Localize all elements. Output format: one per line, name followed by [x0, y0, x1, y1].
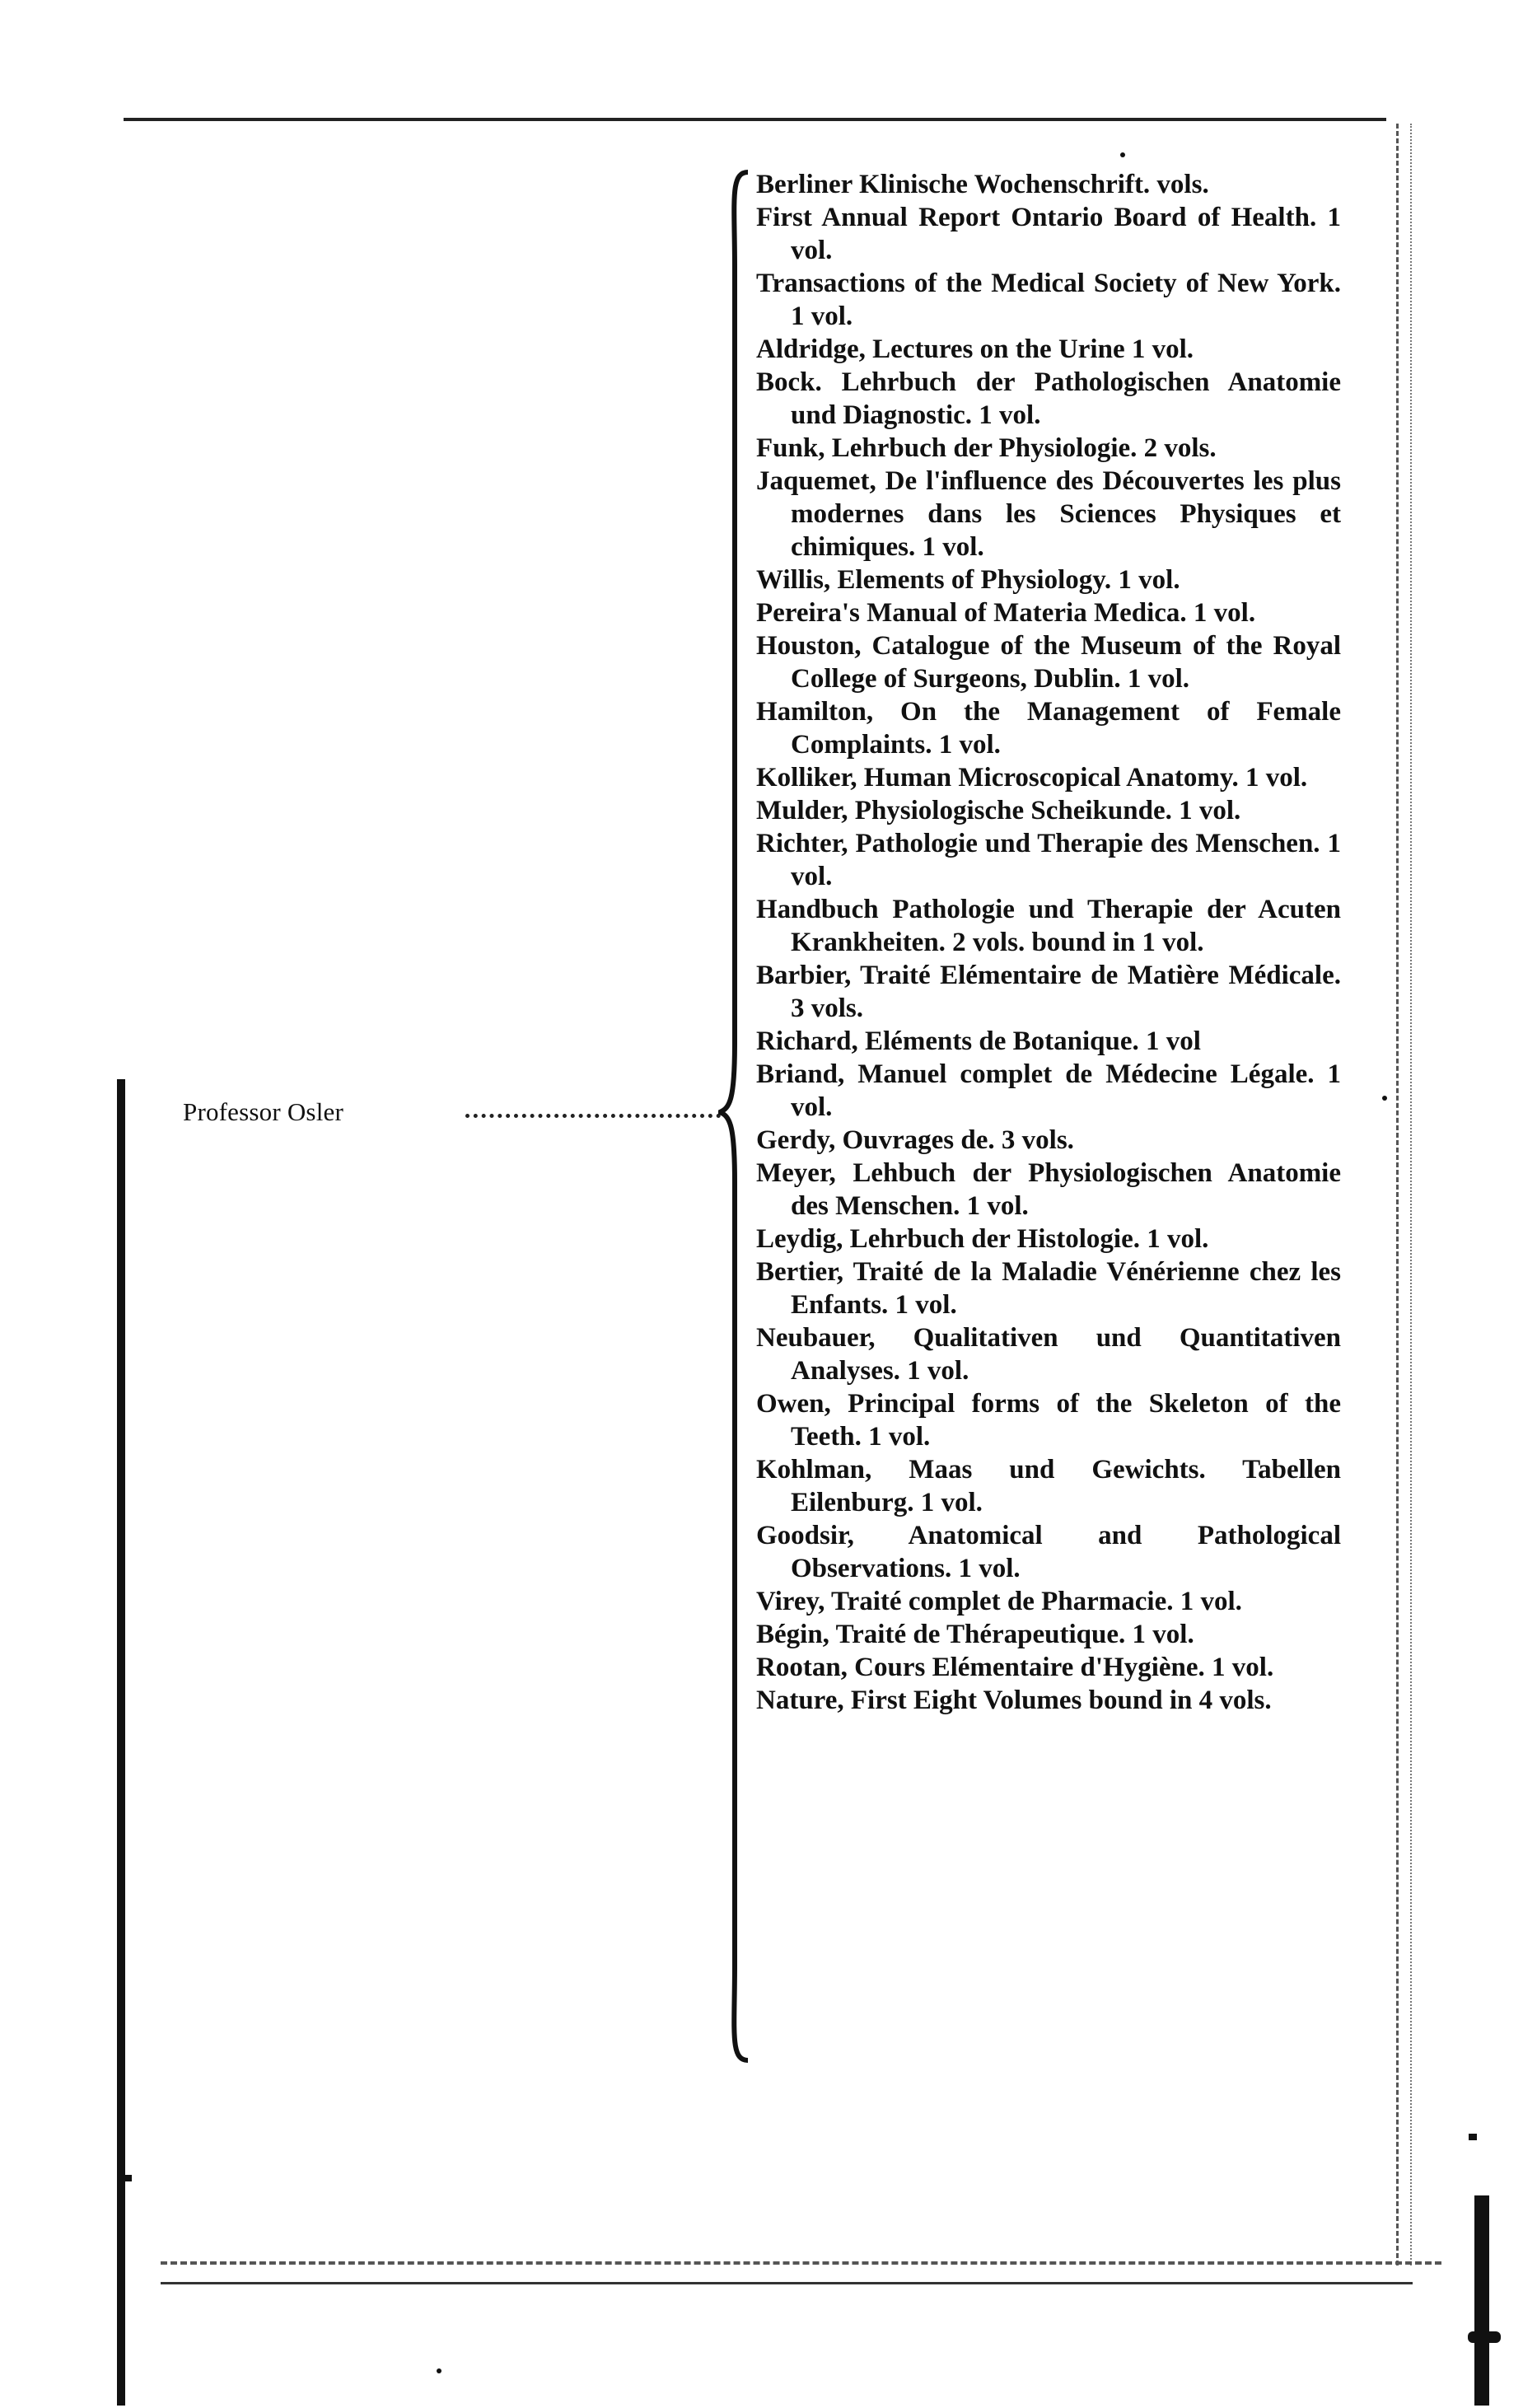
scan-left-margin-bar	[117, 1079, 125, 2406]
book-entry: Mulder, Physiologische Scheikunde. 1 vol.	[756, 796, 1241, 825]
leader-dots	[465, 1114, 721, 1118]
curly-brace	[718, 169, 751, 2064]
book-entry: Leydig, Lehrbuch der Histologie. 1 vol.	[756, 1224, 1209, 1254]
donor-label: Professor Osler	[183, 1097, 343, 1126]
scan-speck	[437, 2368, 441, 2373]
scan-speck	[117, 2175, 132, 2181]
book-entry: Virey, Traité complet de Pharmacie. 1 vol.	[756, 1587, 1242, 1616]
book-entry: Nature, First Eight Volumes bound in 4 vols.	[756, 1686, 1272, 1715]
right-border-dotted	[1410, 124, 1412, 2265]
book-entry: Handbuch Pathologie und Therapie der Acuten Krankheiten. 2 vols. bound in 1 vol.	[756, 895, 1341, 957]
book-list	[756, 168, 1341, 1717]
book-entry: Houston, Catalogue of the Museum of the Royal College of Surgeons, Dublin. 1 vol.	[756, 631, 1341, 694]
book-entry: Bertier, Traité de la Maladie Vénérienne chez les Enfants. 1 vol.	[756, 1257, 1341, 1320]
book-entry: Gerdy, Ouvrages de. 3 vols.	[756, 1125, 1074, 1155]
right-border-dashed	[1396, 124, 1399, 2265]
scan-speck	[1120, 152, 1125, 157]
book-entry: Kohlman, Maas und Gewichts. Tabellen Eilenburg. 1 vol.	[756, 1455, 1341, 1517]
bottom-rule-dashed	[161, 2261, 1441, 2265]
book-entry: Bégin, Traité de Thérapeutique. 1 vol.	[756, 1620, 1194, 1649]
book-entry: Owen, Principal forms of the Skeleton of the Teeth. 1 vol.	[756, 1389, 1341, 1452]
book-entry: Funk, Lehrbuch der Physiologie. 2 vols.	[756, 433, 1217, 463]
book-entry: Transactions of the Medical Society of New York. 1 vol.	[756, 269, 1341, 331]
book-entry: Pereira's Manual of Materia Medica. 1 vol.	[756, 598, 1256, 628]
book-entry: Jaquemet, De l'influence des Découvertes les plus modernes dans les Sciences Physiques et chimiques. 1 vol.	[756, 466, 1341, 562]
book-entry: Briand, Manuel complet de Médecine Légale. 1 vol.	[756, 1059, 1341, 1122]
book-entry: Richard, Eléments de Botanique. 1 vol	[756, 1026, 1201, 1056]
book-entry: Meyer, Lehbuch der Physiologischen Anatomie des Menschen. 1 vol.	[756, 1158, 1341, 1221]
scan-right-edge-bar	[1474, 2195, 1489, 2406]
book-entry: Barbier, Traité Elémentaire de Matière Médicale. 3 vols.	[756, 961, 1341, 1023]
book-entry: First Annual Report Ontario Board of Health. 1 vol.	[756, 203, 1341, 265]
book-entry: Aldridge, Lectures on the Urine 1 vol.	[756, 334, 1194, 364]
book-entry: Hamilton, On the Management of Female Complaints. 1 vol.	[756, 697, 1341, 760]
scan-speck	[1382, 1096, 1387, 1101]
bottom-rule	[161, 2282, 1413, 2284]
scan-ink-blob	[1468, 2331, 1501, 2343]
book-entry: Richter, Pathologie und Therapie des Menschen. 1 vol.	[756, 829, 1341, 891]
book-entry: Rootan, Cours Elémentaire d'Hygiène. 1 vol.	[756, 1653, 1274, 1682]
book-entry: Willis, Elements of Physiology. 1 vol.	[756, 565, 1180, 595]
book-entry: Kolliker, Human Microscopical Anatomy. 1 vol.	[756, 763, 1308, 793]
book-entry: Neubauer, Qualitativen und Quantitativen Analyses. 1 vol.	[756, 1323, 1341, 1386]
book-entry: Berliner Klinische Wochenschrift. vols.	[756, 170, 1209, 199]
book-entry: Goodsir, Anatomical and Pathological Observations. 1 vol.	[756, 1521, 1341, 1583]
scan-speck	[1469, 2134, 1477, 2140]
book-entry: Bock. Lehrbuch der Pathologischen Anatomie und Diagnostic. 1 vol.	[756, 367, 1341, 430]
top-rule	[124, 118, 1386, 121]
